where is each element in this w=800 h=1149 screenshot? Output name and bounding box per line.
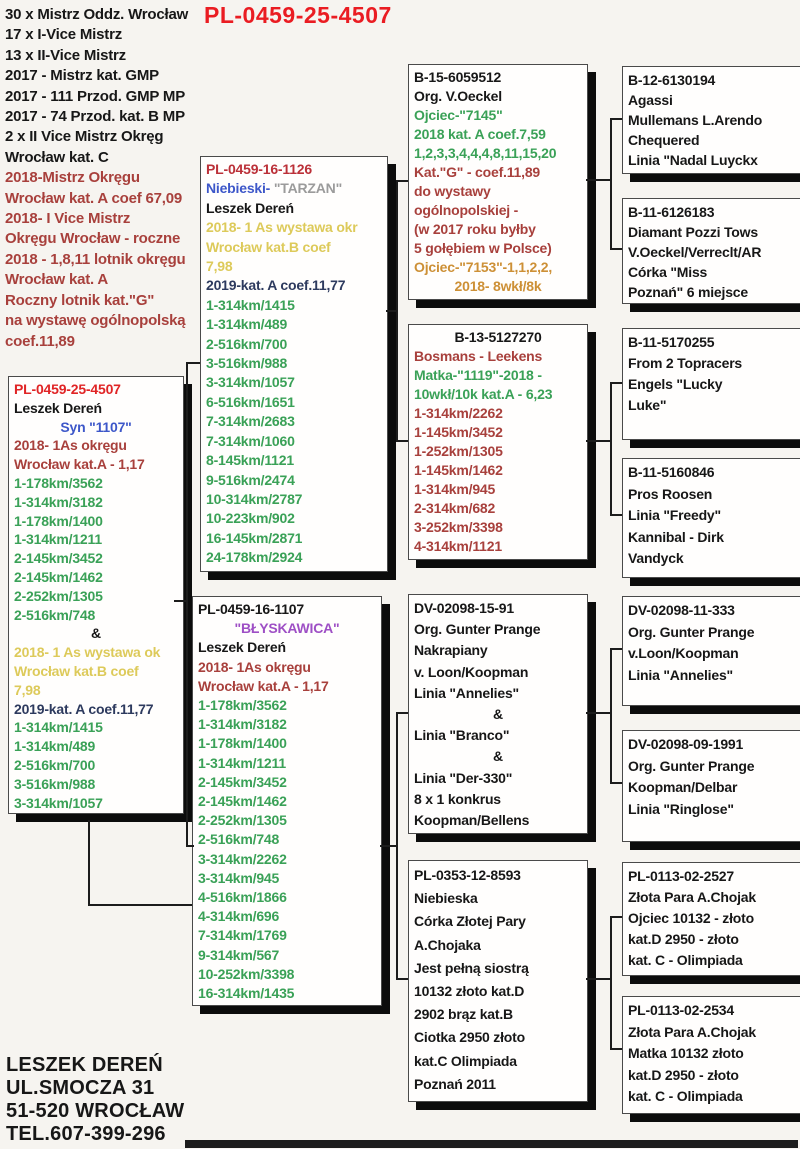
connector-subject-stub	[174, 600, 186, 602]
text-line: 3-314km/945	[198, 869, 280, 886]
text-line: 7-314km/2683	[206, 413, 295, 430]
bottom-bar	[185, 1140, 798, 1148]
text-line: B-12-6130194	[628, 72, 716, 88]
connector-sire-sire-stub	[396, 180, 408, 182]
text-line: Ciotka 2950 złoto	[414, 1029, 525, 1046]
text-line: Jest pełną siostrą	[414, 959, 529, 976]
text-line: ogólnopolskiej -	[414, 202, 519, 218]
text-line: 1-178km/1400	[14, 512, 103, 529]
text-line: kat.C Olimpiada	[414, 1052, 517, 1069]
text-line: Matka-"1119"-2018 -	[414, 367, 542, 383]
text-line: Złota Para A.Chojak	[628, 1023, 756, 1040]
text-line: Okręgu Wrocław - roczne	[5, 230, 181, 248]
text-line: na wystawę ogólnopolską	[5, 312, 186, 330]
text-segment: Niebieski-	[206, 180, 271, 197]
text-line: Engels "Lucky	[628, 376, 723, 392]
text-line: 51-520 WROCŁAW	[6, 1100, 185, 1122]
text-line: 17 x I-Vice Mistrz	[5, 26, 123, 44]
text-line: 2-516km/748	[14, 606, 96, 623]
connector-parents-spine	[186, 362, 188, 847]
text-line: Wrocław kat.B coef	[206, 238, 331, 255]
text-line: 4-314km/1121	[414, 538, 502, 554]
text-line: B-13-5127270	[454, 329, 542, 345]
text-line: 1-314km/945	[414, 481, 496, 497]
text-line: Linia "Ringlose"	[628, 800, 734, 817]
text-line: Ojciec-"7153"-1,1,2,2,	[414, 259, 553, 275]
text-line: Syn "1107"	[60, 418, 132, 435]
text-line: PL-0113-02-2534	[628, 1002, 734, 1018]
text-line: 2017 - 74 Przod. kat. B MP	[5, 108, 185, 126]
text-line: Vandyck	[628, 550, 684, 566]
text-line: v. Loon/Koopman	[414, 663, 529, 680]
pedigree-box-ds-sire	[622, 596, 800, 706]
connector-sd-branch	[586, 440, 612, 442]
text-line: Złota Para A.Chojak	[628, 889, 756, 905]
text-line: 24-178km/2924	[206, 549, 303, 566]
connector-ss-spine	[610, 118, 612, 250]
pedigree-box-ds-dam	[622, 730, 800, 842]
text-line: 6-516km/1651	[206, 393, 295, 410]
text-line: Matka 10132 złoto	[628, 1045, 744, 1061]
text-line: 2019-kat. A coef.11,77	[206, 277, 346, 294]
text-line: v.Loon/Koopman	[628, 645, 739, 661]
text-line: Wrocław kat. C	[5, 148, 109, 166]
text-line: 4-314km/696	[198, 908, 280, 925]
pedigree-box-sd-sire	[622, 328, 800, 440]
text-line: 2018- 1 As wystawa ok	[14, 644, 161, 661]
text-line: Wrocław kat.B coef	[14, 662, 139, 679]
text-line: 1-314km/489	[14, 738, 96, 755]
text-line: 9-314km/567	[198, 946, 280, 963]
text-line: A.Chojaka	[414, 936, 481, 953]
pedigree-box-dam	[192, 596, 382, 1006]
pedigree-box-sire-sire	[408, 64, 588, 300]
text-line: 1-145km/1462	[414, 462, 503, 478]
pedigree-box-ss-sire	[622, 66, 800, 174]
text-line: V.Oeckel/Verreclt/AR	[628, 244, 762, 260]
text-line: 2-516km/700	[206, 335, 288, 352]
text-segment: "TARZAN"	[270, 180, 343, 197]
text-line: LESZEK DEREŃ	[6, 1054, 163, 1076]
text-line: Linia "Der-330"	[414, 769, 513, 786]
text-line: 10-223km/902	[206, 510, 295, 527]
pedigree-box-dd-dam	[622, 996, 800, 1114]
text-line: 1-314km/3182	[198, 716, 287, 733]
text-line: 3-314km/1057	[14, 794, 103, 811]
text-line: 2-145km/1462	[198, 793, 287, 810]
text-line: Wrocław kat. A	[5, 271, 109, 289]
text-line: 2902 brąz kat.B	[414, 1006, 513, 1023]
text-line: Linia "Annelies"	[628, 666, 733, 683]
text-line: 1-314km/1211	[14, 531, 102, 548]
connector-ds-spine	[610, 648, 612, 784]
text-line: Kannibal - Dirk	[628, 528, 724, 545]
text-line: 4-516km/1866	[198, 889, 287, 906]
text-line: 1-178km/1400	[198, 735, 287, 752]
text-line: 2018 kat. A coef.7,59	[414, 126, 546, 142]
page-title: PL-0459-25-4507	[204, 2, 392, 28]
pedigree-box-sire-dam	[408, 324, 588, 560]
pedigree-box-dd-sire	[622, 862, 800, 976]
text-line: 2017 - Mistrz kat. GMP	[5, 67, 159, 85]
connector-dd-sire-stub	[610, 916, 622, 918]
pedigree-box-dam-sire	[408, 594, 588, 834]
text-line: 2018- 1As okręgu	[198, 658, 311, 675]
text-line: Org. V.Oeckel	[414, 88, 502, 104]
connector-ds-sire-stub	[610, 648, 622, 650]
text-line: Linia "Nadal Luyckx	[628, 152, 758, 168]
connector-sire-parents-spine	[396, 180, 398, 442]
text-line: DV-02098-11-333	[628, 602, 735, 618]
text-line: 2018-Mistrz Okręgu	[5, 169, 140, 187]
text-line: Córka "Miss	[628, 264, 708, 280]
text-line: 7-314km/1060	[206, 432, 295, 449]
connector-dd-branch	[586, 978, 612, 980]
text-line: Mullemans L.Arendo	[628, 112, 763, 128]
text-line: B-11-6126183	[628, 204, 715, 220]
text-line: 30 x Mistrz Oddz. Wrocław	[5, 6, 189, 23]
connector-dd-dam-stub	[610, 1048, 622, 1050]
text-line: UL.SMOCZA 31	[6, 1077, 155, 1099]
achievements-list	[5, 5, 188, 352]
text-line: 3-516km/988	[14, 775, 96, 792]
text-line: 2017 - 111 Przod. GMP MP	[5, 87, 186, 105]
text-line: PL-0459-16-1126	[206, 161, 312, 177]
text-line: 3-314km/1057	[206, 374, 295, 391]
text-line: Linia "Freedy"	[628, 507, 721, 523]
text-line: 2-145km/3452	[14, 550, 103, 567]
text-line: &	[493, 706, 503, 723]
text-line: 2-314km/682	[414, 500, 496, 516]
text-line: Bosmans - Leekens	[414, 348, 543, 364]
text-line: "BŁYSKAWICA"	[234, 620, 340, 637]
text-line: Leszek Dereń	[206, 199, 294, 216]
connector-sd-sire-stub	[610, 382, 622, 384]
text-line: 5 gołębiem w Polsce)	[414, 240, 552, 256]
pedigree-box-sd-dam	[622, 458, 800, 578]
text-line: 16-314km/1435	[198, 985, 295, 1002]
connector-sire-dam-stub	[396, 440, 408, 442]
connector-sd-dam-stub	[610, 514, 622, 516]
text-line: coef.11,89	[5, 332, 75, 350]
breeder-contact	[6, 1054, 184, 1146]
text-line: Luke"	[628, 397, 667, 413]
connector-ss-branch	[586, 179, 612, 181]
text-line: DV-02098-09-1991	[628, 736, 744, 752]
text-line: Nakrapiany	[414, 642, 488, 659]
text-line: 1,2,3,3,4,4,4,8,11,15,20	[414, 145, 557, 161]
text-line: Org. Gunter Prange	[628, 623, 755, 640]
text-line: 2018 - 1,8,11 lotnik okręgu	[5, 250, 186, 268]
text-line: Koopman/Bellens	[414, 812, 530, 829]
text-line: PL-0113-02-2527	[628, 868, 734, 884]
text-line: 1-178km/3562	[14, 474, 103, 491]
text-line: Koopman/Delbar	[628, 779, 738, 795]
text-line: 2-145km/1462	[14, 568, 103, 585]
text-line: Kat."G" - coef.11,89	[414, 164, 540, 180]
text-line: 1-314km/2262	[414, 405, 503, 421]
text-line: 1-314km/3182	[14, 493, 103, 510]
text-line: 8-145km/1121	[206, 452, 294, 469]
text-line: 10132 złoto kat.D	[414, 983, 525, 1000]
pedigree-box-ss-dam	[622, 198, 800, 304]
connector-dam-sire-stub	[396, 712, 408, 714]
text-line: 10-314km/2787	[206, 490, 303, 507]
text-line: 2019-kat. A coef.11,77	[14, 700, 154, 717]
text-line: B-11-5160846	[628, 464, 715, 480]
text-line: 2018- 1 As wystawa okr	[206, 219, 358, 236]
connector-sd-spine	[610, 382, 612, 516]
text-line: 2-516km/700	[14, 756, 96, 773]
text-line: Linia "Branco"	[414, 727, 510, 744]
text-line: PL-0459-16-1107	[198, 601, 304, 617]
text-line: 2-252km/1305	[198, 812, 287, 829]
text-line: 8 x 1 konkrus	[414, 790, 501, 807]
connector-ss-sire-stub	[610, 118, 622, 120]
text-line: kat. C - Olimpiada	[628, 952, 743, 968]
connector-dam-stub	[186, 845, 194, 847]
text-line: 2-516km/748	[198, 831, 280, 848]
text-line: (w 2017 roku byłby	[414, 221, 536, 237]
text-line: Poznań" 6 miejsce	[628, 284, 748, 300]
text-line: Leszek Dereń	[198, 639, 286, 656]
text-line: Poznań 2011	[414, 1075, 496, 1092]
text-line: &	[493, 748, 503, 765]
text-line: Wrocław kat.A - 1,17	[198, 677, 329, 694]
text-line: &	[91, 625, 101, 642]
text-line: 1-252km/1305	[414, 443, 503, 459]
connector-dam-dam-stub	[396, 978, 408, 980]
text-line: kat.D 2950 - złoto	[628, 931, 739, 947]
text-line: do wystawy	[414, 183, 491, 199]
connector-ds-dam-stub	[610, 782, 622, 784]
text-line: 10-252km/3398	[198, 965, 295, 982]
text-line: 3-314km/2262	[198, 850, 287, 867]
connector-sire-stub	[186, 362, 200, 364]
text-line: Leszek Dereń	[14, 399, 102, 416]
text-line: 2018- 8wkł/8k	[454, 278, 542, 294]
text-line: Pros Roosen	[628, 485, 713, 502]
text-line: 2-252km/1305	[14, 587, 103, 604]
text-line: 3-252km/3398	[414, 519, 503, 535]
text-line: Linia "Annelies"	[414, 684, 519, 701]
text-line: PL-0353-12-8593	[414, 867, 521, 883]
text-line: 3-516km/988	[206, 355, 288, 372]
text-line: Ojciec 10132 - złoto	[628, 910, 754, 926]
text-line: Niebieska	[414, 890, 478, 907]
text-line: B-11-5170255	[628, 334, 715, 350]
text-line: 1-314km/1211	[198, 754, 286, 771]
connector-dam-parents-spine	[396, 712, 398, 980]
text-line: 2 x II Vice Mistrz Okręg	[5, 128, 164, 146]
text-line: 13 x II-Vice Mistrz	[5, 46, 126, 64]
pedigree-box-sire	[200, 156, 388, 572]
pedigree-box-subject	[8, 376, 184, 814]
text-line: 16-145km/2871	[206, 529, 303, 546]
text-line: kat.D 2950 - złoto	[628, 1066, 739, 1083]
text-line: Wrocław kat. A coef 67,09	[5, 189, 183, 207]
text-line: Ojciec-"7145"	[414, 107, 503, 123]
text-line: kat. C - Olimpiada	[628, 1088, 743, 1104]
text-line: 1-314km/1415	[14, 719, 103, 736]
text-line: 2018- 1As okręgu	[14, 437, 127, 454]
text-line: Diamant Pozzi Tows	[628, 224, 758, 240]
text-line	[206, 179, 382, 198]
text-line: 2018- I Vice Mistrz	[5, 210, 131, 228]
text-line: Córka Złotej Pary	[414, 913, 526, 930]
connector-dd-spine	[610, 916, 612, 1050]
text-line: B-15-6059512	[414, 69, 502, 85]
text-line: 7,98	[14, 681, 41, 698]
text-line: 7,98	[206, 258, 233, 275]
text-line: 1-314km/1415	[206, 296, 295, 313]
connector-subject-drop-horizontal	[88, 904, 192, 906]
text-line: 7-314km/1769	[198, 927, 287, 944]
text-line: 1-178km/3562	[198, 697, 287, 714]
text-line: TEL.607-399-296	[6, 1123, 166, 1145]
text-line: Chequered	[628, 132, 700, 148]
text-line: PL-0459-25-4507	[14, 381, 121, 397]
text-line: DV-02098-15-91	[414, 600, 514, 616]
text-line: 1-314km/489	[206, 316, 288, 333]
text-line: Agassi	[628, 92, 673, 108]
text-line: Org. Gunter Prange	[414, 621, 541, 638]
text-line: 10wkł/10k kat.A - 6,23	[414, 386, 553, 402]
text-line: 9-516km/2474	[206, 471, 295, 488]
text-line: From 2 Topracers	[628, 355, 743, 371]
text-line: 2-145km/3452	[198, 773, 287, 790]
connector-subject-drop-vertical	[88, 820, 90, 906]
connector-ss-dam-stub	[610, 248, 622, 250]
text-line: Roczny lotnik kat."G"	[5, 291, 155, 309]
text-line: Org. Gunter Prange	[628, 757, 755, 774]
text-line: 1-145km/3452	[414, 424, 503, 440]
pedigree-box-dam-dam	[408, 860, 588, 1102]
text-line: Wrocław kat.A - 1,17	[14, 456, 145, 473]
connector-ds-branch	[586, 712, 612, 714]
